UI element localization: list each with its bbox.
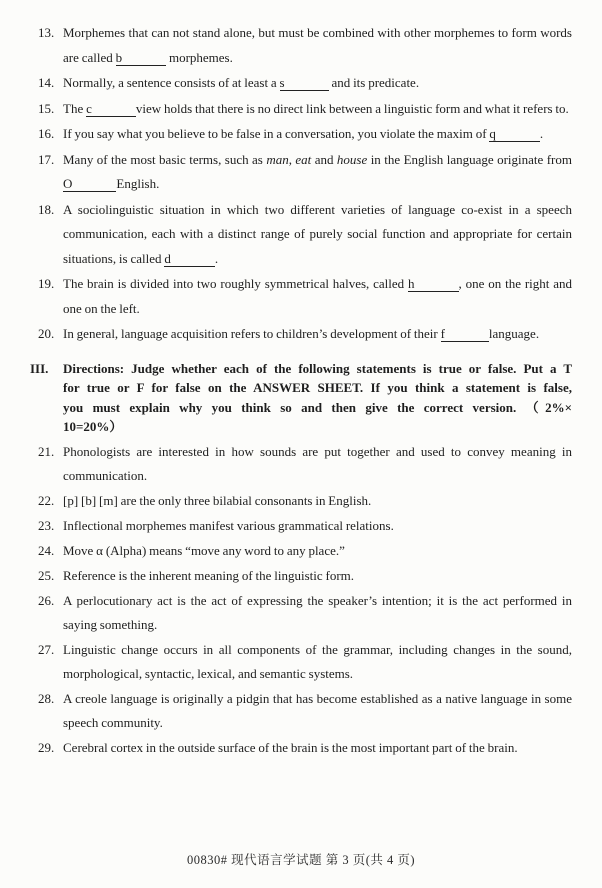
answer-blank: h bbox=[408, 276, 459, 292]
answer-blank: c bbox=[86, 101, 136, 117]
question-number: 26. bbox=[38, 592, 55, 608]
answer-blank: d bbox=[164, 251, 215, 267]
question-text: Phonologists are interested in how sounds are put together and used to convey meaning in communication. bbox=[63, 443, 572, 483]
directions-line: you must explain why you think so and then give the correct version. （2%× bbox=[63, 399, 572, 415]
question-item bbox=[38, 21, 572, 70]
question-item bbox=[38, 122, 572, 147]
question-text: Cerebral cortex in the outside surface of the brain is the most important part of the brain. bbox=[63, 739, 518, 755]
question-item bbox=[38, 539, 572, 563]
question-number: 13. bbox=[38, 25, 55, 40]
answer-blank: O bbox=[63, 176, 116, 192]
question-number: 14. bbox=[38, 75, 55, 90]
question-number: 22. bbox=[38, 492, 55, 508]
directions-line: for true or F for false on the ANSWER SHEET. If you think a statement is false, bbox=[63, 380, 572, 395]
question-text: In general, language acquisition refers to children’s development of their f language. bbox=[63, 326, 540, 341]
italic-term: house bbox=[336, 151, 368, 167]
question-item bbox=[38, 564, 572, 588]
question-number: 25. bbox=[38, 567, 55, 583]
question-number: 21. bbox=[38, 443, 55, 459]
blank-underline bbox=[171, 262, 215, 263]
italic-term: eat bbox=[295, 151, 312, 167]
question-number: 23. bbox=[38, 517, 55, 533]
answer-blank: f bbox=[441, 326, 489, 342]
question-text: Move α (Alpha) means “move any word to any place.” bbox=[63, 542, 345, 558]
question-text: Linguistic change occurs in all components of the grammar, including changes in the sound, morphological, syntactic, lexical, and semantic systems. bbox=[63, 641, 572, 681]
section-heading bbox=[30, 359, 572, 437]
blank-underline bbox=[496, 137, 540, 138]
question-number: 19. bbox=[38, 276, 55, 291]
true-false-list bbox=[38, 440, 572, 760]
question-number: 29. bbox=[38, 739, 55, 755]
question-text: A perlocutionary act is the act of expressing the speaker’s intention; it is the act performed in saying something. bbox=[63, 592, 572, 632]
italic-term: man bbox=[266, 151, 289, 167]
question-text: Reference is the inherent meaning of the linguistic form. bbox=[63, 567, 355, 583]
section-number: III. bbox=[30, 360, 49, 376]
question-number: 27. bbox=[38, 641, 55, 657]
question-item bbox=[38, 198, 572, 272]
question-item bbox=[38, 589, 572, 637]
question-item bbox=[38, 514, 572, 538]
question-number: 28. bbox=[38, 690, 55, 706]
question-item bbox=[38, 71, 572, 96]
question-item bbox=[38, 97, 572, 122]
answer-blank: q bbox=[489, 126, 540, 142]
question-item bbox=[38, 687, 572, 735]
blank-underline bbox=[72, 187, 116, 188]
question-text: Morphemes that can not stand alone, but must be combined with other morphemes to form words are called b morphemes. bbox=[63, 25, 572, 65]
question-number: 24. bbox=[38, 542, 55, 558]
question-text: If you say what you believe to be false in a conversation, you violate the maxim of q . bbox=[63, 126, 544, 141]
question-text: Inflectional morphemes manifest various grammatical relations. bbox=[63, 517, 394, 533]
question-number: 15. bbox=[38, 100, 55, 116]
question-item bbox=[38, 736, 572, 760]
blank-underline bbox=[445, 337, 489, 338]
question-item bbox=[38, 148, 572, 197]
question-text: [p] [b] [m] are the only three bilabial consonants in English. bbox=[63, 492, 372, 508]
question-item bbox=[38, 322, 572, 347]
directions-text bbox=[63, 359, 572, 437]
directions-line: 10=20%） bbox=[63, 419, 123, 434]
page-footer: 00830# 现代语言学试题 第 3 页(共 4 页) bbox=[186, 853, 416, 867]
question-text: Many of the most basic terms, such as man, eat and house in the English language originate from O English. bbox=[63, 151, 572, 191]
question-item bbox=[38, 272, 572, 321]
blank-underline bbox=[122, 61, 166, 62]
blank-underline bbox=[415, 287, 459, 288]
blank-underline bbox=[92, 112, 136, 113]
question-text: The brain is divided into two roughly symmetrical halves, called h , one on the right and one on the left. bbox=[63, 276, 572, 316]
question-text: Normally, a sentence consists of at least a s and its predicate. bbox=[63, 75, 420, 90]
fill-in-list bbox=[38, 21, 572, 347]
question-item bbox=[38, 638, 572, 686]
question-item bbox=[38, 489, 572, 513]
question-number: 16. bbox=[38, 126, 55, 141]
question-number: 18. bbox=[38, 201, 55, 217]
question-text: A creole language is originally a pidgin that has become established as a native language in some speech community. bbox=[63, 690, 572, 730]
answer-blank: b bbox=[116, 50, 167, 66]
question-number: 20. bbox=[38, 326, 55, 341]
blank-underline bbox=[285, 86, 329, 87]
directions-line: Directions: Judge whether each of the following statements is true or false. Put a T bbox=[63, 360, 572, 376]
question-item bbox=[38, 440, 572, 488]
question-number: 17. bbox=[38, 151, 55, 167]
question-text: A sociolinguistic situation in which two different varieties of language co-exist in a speech communication, each with a distinct range of purely social function and appropriate for certain situations, is called d . bbox=[63, 201, 572, 266]
question-text: The c view holds that there is no direct link between a linguistic form and what it refers to. bbox=[63, 100, 569, 116]
answer-blank: s bbox=[280, 75, 329, 91]
